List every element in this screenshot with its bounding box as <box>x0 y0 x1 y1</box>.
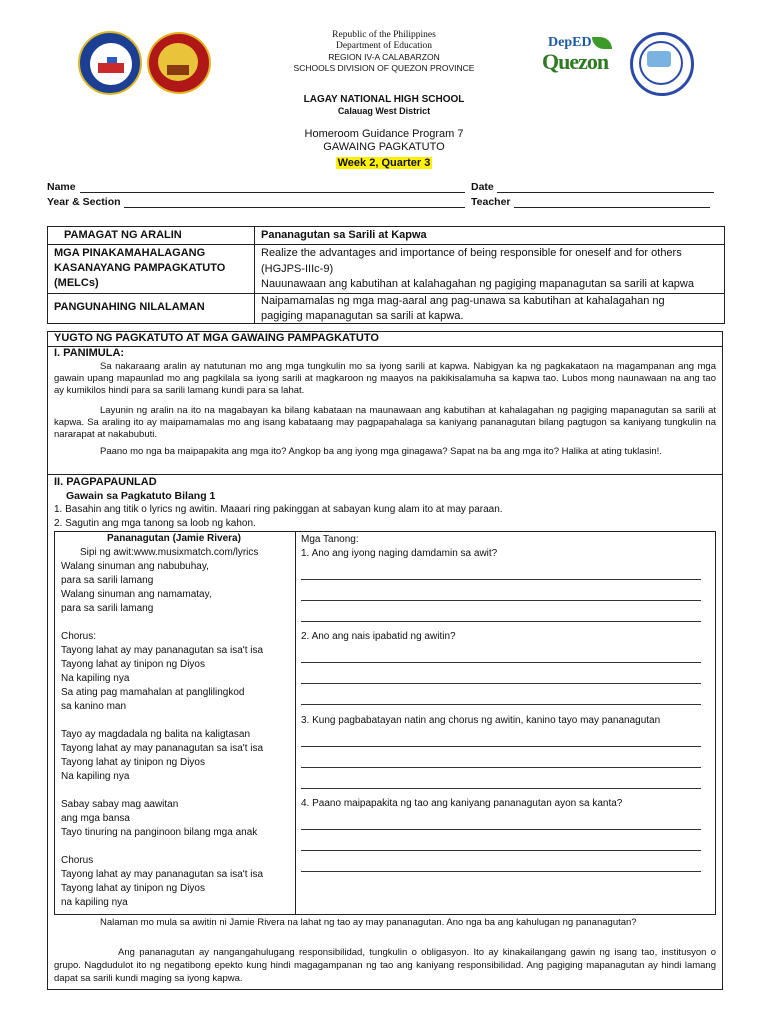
song-line: Tayong lahat ay may pananagutan sa isa't isa <box>61 869 264 880</box>
melcs-label: MGA PINAKAMAHALAGANG KASANAYANG PAMPAGKATUTO (MELCs) <box>54 247 226 289</box>
week-label: Week 2, Quarter 3 <box>337 157 431 169</box>
question-1: 1. Ano ang iyong naging damdamin sa awit? <box>301 548 498 559</box>
answer-line[interactable] <box>301 579 701 580</box>
song-line: para sa sarili lamang <box>61 603 154 614</box>
answer-line[interactable] <box>301 871 701 872</box>
answer-line[interactable] <box>301 683 701 684</box>
song-line: Tayong lahat ay tinipon ng Diyos <box>61 757 205 768</box>
answer-line[interactable] <box>301 621 701 622</box>
lesson-title-value: Pananagutan sa Sarili at Kapwa <box>261 229 427 241</box>
name-label: Name <box>47 181 76 193</box>
song-source: Sipi ng awit:www.musixmatch.com/lyrics <box>80 547 259 558</box>
song-line: Tayo ay magdadala ng balita na kaligtasan <box>61 729 251 740</box>
song-title: Pananagutan (Jamie Rivera) <box>107 533 241 544</box>
song-line: Tayong lahat ay tinipon ng Diyos <box>61 883 205 894</box>
lesson-title-label: PAMAGAT NG ARALIN <box>64 229 182 241</box>
teacher-label: Teacher <box>471 196 511 208</box>
question-3: 3. Kung pagbabatayan natin ang chorus ng awitin, kanino tayo may pananagutan <box>301 715 661 726</box>
agency-header <box>0 30 768 74</box>
year-section-label: Year & Section <box>47 196 121 208</box>
song-line: sa kanino man <box>61 701 127 712</box>
answer-line[interactable] <box>301 788 701 789</box>
song-line: Walang sinuman ang nabubuhay, <box>61 561 209 572</box>
panimula-paragraph-1: Sa nakaraang aralin ay natutunan mo ang mga tungkulin mo sa iyong sarili at kapwa. Nabigyan ka ng pagkakataon na magampanan ang mga gawain upang mapaunlad mo ang pagkilala sa iyong sarili at magkaroon ng maayos na pakikisalamuha sa kapwa tao. Lubos mong naunawaan na ang tao ay kumikilos hindi para sa sarili lamang kundi para sa lahat. <box>54 361 716 396</box>
song-line: Na kapiling nya <box>61 771 130 782</box>
panimula-paragraph-2: Layunin ng aralin na ito na magabayan ka bilang kabataan na maunawaan ang kabutihan at kahalagahan ng pagiging mapanagutan sa sarili at kapwa. Sa araling ito ay maipamamalas mo ang isang kabataang may pagpapahalaga sa kaniyang pananagutan bilang pagtugon sa kaniyang tungkulin na nararapat at nakabubuti. <box>54 405 716 440</box>
song-line <box>61 840 263 854</box>
content-label: PANGUNAHING NILALAMAN <box>54 301 205 313</box>
program-title: Homeroom Guidance Program 7 <box>304 128 464 140</box>
song-line: Chorus: <box>61 631 97 642</box>
year-section-field[interactable] <box>124 207 465 208</box>
song-line: ang mga bansa <box>61 813 130 824</box>
song-line <box>61 616 263 630</box>
instruction-1: 1. Basahin ang titik o lyrics ng awitin. Maaari ring pakinggan at sabayan kung alam ito at may paraan. <box>54 504 503 515</box>
name-field[interactable] <box>80 192 465 193</box>
division-text: SCHOOLS DIVISION OF QUEZON PROVINCE <box>293 63 475 73</box>
instruction-2: 2. Sagutin ang mga tanong sa loob ng kahon. <box>54 518 256 529</box>
song-line: na kapiling nya <box>61 897 128 908</box>
answer-line[interactable] <box>301 600 701 601</box>
song-line: Tayo tinuring na panginoon bilang mga anak <box>61 827 258 838</box>
date-label: Date <box>471 181 494 193</box>
song-line: Sabay sabay mag aawitan <box>61 799 179 810</box>
date-field[interactable] <box>497 192 714 193</box>
deped-quezon-logo: DepED Quezon <box>540 35 620 79</box>
song-line <box>61 714 263 728</box>
song-line: Tayong lahat ay tinipon ng Diyos <box>61 659 205 670</box>
district-name: Calauag West District <box>337 106 431 116</box>
republic-text: Republic of the Philippines <box>332 30 436 40</box>
school-name: LAGAY NATIONAL HIGH SCHOOL <box>303 94 465 105</box>
answer-line[interactable] <box>301 850 701 851</box>
content-value: Naipamamalas ng mga mag-aaral ang pag-unawa sa kabutihan at kahalagahan ng pagiging mapanagutan sa sarili at kapwa. <box>261 295 665 322</box>
teacher-field[interactable] <box>514 207 710 208</box>
answer-line[interactable] <box>301 829 701 830</box>
answer-line[interactable] <box>301 704 701 705</box>
panimula-heading: I. PANIMULA: <box>54 347 125 359</box>
lesson-info-table <box>47 226 725 324</box>
song-line: Chorus <box>61 855 94 866</box>
section-title: YUGTO NG PAGKATUTO AT MGA GAWAING PAMPAGKATUTO <box>54 332 379 344</box>
answer-line[interactable] <box>301 662 701 663</box>
song-line: Na kapiling nya <box>61 673 130 684</box>
activity-title: GAWAING PAGKATUTO <box>323 141 445 153</box>
region-text: REGION IV-A CALABARZON <box>328 52 440 62</box>
closing-definition: Ang pananagutan ay nangangahulugang responsibilidad, tungkulin o obligasyon. Ito ay kinakailangang gawin ng isang tao, institusyon o grupo. Nagdudulot ito ng negatibong epekto kung hindi magagampanan ng tao ang kaniyang responsibilidad. Ang pagiging mapanagutan ay hindi lamang dapat sa sarili kundi maging sa iyong kapwa. <box>54 947 716 984</box>
song-line: Sa ating pag mamahalan at panglilingkod <box>61 687 245 698</box>
answer-line[interactable] <box>301 767 701 768</box>
song-line: Tayong lahat ay may pananagutan sa isa't isa <box>61 743 264 754</box>
question-2: 2. Ano ang nais ipabatid ng awitin? <box>301 631 456 642</box>
melcs-value: Realize the advantages and importance of being responsible for oneself and for others (HGJPS-IIIc-9) Nauunawaan ang kabutihan at kalahagahan ng pagiging mapanagutan sa sarili at kapwa <box>261 247 694 290</box>
gawain-heading: Gawain sa Pagkatuto Bilang 1 <box>66 490 216 502</box>
closing-question: Nalaman mo mula sa awitin ni Jamie Rivera na lahat ng tao ay may pananagutan. Ano nga ba ang kahulugan ng pananagutan? <box>100 917 637 928</box>
questions-heading: Mga Tanong: <box>301 534 359 545</box>
pagpapaunlad-heading: II. PAGPAPAUNLAD <box>54 476 157 488</box>
song-lyrics <box>61 560 263 910</box>
answer-line[interactable] <box>301 746 701 747</box>
song-line: Walang sinuman ang namamatay, <box>61 589 212 600</box>
song-line: para sa sarili lamang <box>61 575 154 586</box>
song-line: Tayong lahat ay may pananagutan sa isa't isa <box>61 645 264 656</box>
question-4: 4. Paano maipapakita ng tao ang kaniyang pananagutan ayon sa kanta? <box>301 798 623 809</box>
song-line <box>61 784 263 798</box>
department-text: Department of Education <box>335 41 433 51</box>
panimula-paragraph-3: Paano mo nga ba maipapakita ang mga ito? Angkop ba ang iyong mga ginagawa? Sapat na ba ang mga ito? Halika at ating tuklasin!. <box>100 446 662 457</box>
